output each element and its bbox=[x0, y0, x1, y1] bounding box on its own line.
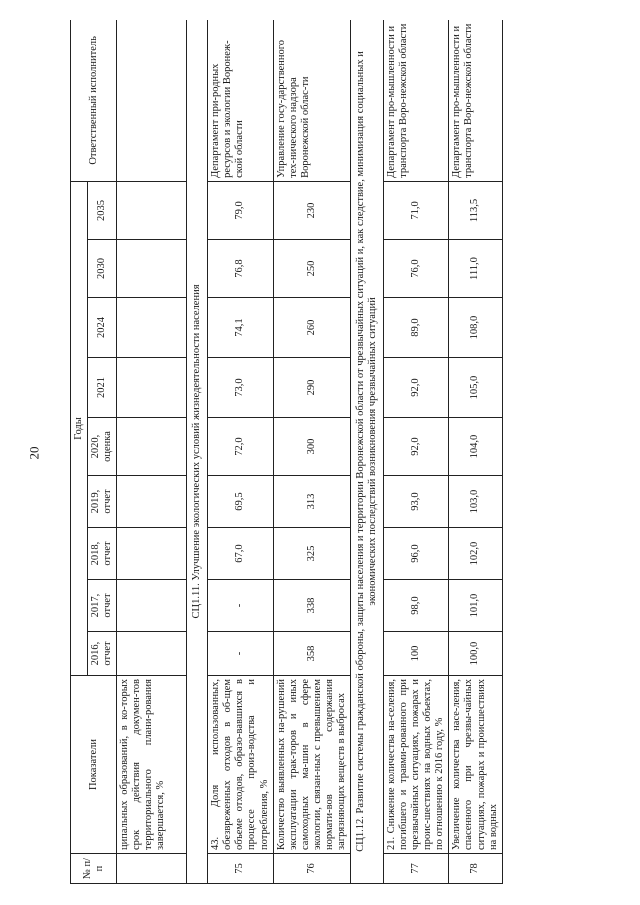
value-cell: 230 bbox=[273, 181, 350, 239]
value-cell: 102,0 bbox=[449, 528, 502, 580]
responsible-text: Департамент про-мышленности и транспорта Воро-нежской области bbox=[384, 20, 449, 181]
year-header: 2030 bbox=[88, 240, 117, 298]
value-cell: 325 bbox=[273, 528, 350, 580]
value-cell: 67,0 bbox=[208, 528, 273, 580]
year-header: 2017, отчет bbox=[88, 580, 117, 632]
section-row bbox=[350, 20, 383, 884]
table-row bbox=[273, 20, 350, 884]
value-cell: 313 bbox=[273, 476, 350, 528]
header-indicators: Показатели bbox=[71, 676, 117, 854]
indicator-text: ципальных образований, в ко-торых срок действия докумен-тов территориального плани-рования завершается, % bbox=[117, 676, 187, 854]
value-cell: 69,5 bbox=[208, 476, 273, 528]
value-cell: 92,0 bbox=[384, 418, 449, 476]
page-number: 20 bbox=[26, 446, 41, 459]
value-cell: 96,0 bbox=[384, 528, 449, 580]
indicator-text: 43. Доля использованных, обезвреженных отходов в об-щем объеме отходов, образо-вавшихся в процессе произ-водства и потребления, % bbox=[208, 676, 273, 854]
value-cell: 73,0 bbox=[208, 358, 273, 418]
section-title: СЦ1.11. Улучшение экологических условий жизнедеятельности населения bbox=[187, 20, 208, 884]
row-number: 77 bbox=[384, 854, 449, 884]
value-cell: 113,5 bbox=[449, 181, 502, 239]
value-cell: 290 bbox=[273, 358, 350, 418]
value-cell: 79,0 bbox=[208, 181, 273, 239]
indicator-text: Количество выявленных на-рушений эксплуатации трак-торов и иных самоходных ма-шин в сфере экологии, связан-ных с превышением нормати-вов содержания загрязняющих веществ в выбросах bbox=[273, 676, 350, 854]
header-num: № п/п bbox=[71, 854, 117, 884]
row-number: 75 bbox=[208, 854, 273, 884]
value-cell: 103,0 bbox=[449, 476, 502, 528]
value-cell: 358 bbox=[273, 632, 350, 676]
value-cell: 100,0 bbox=[449, 632, 502, 676]
value-cell: 300 bbox=[273, 418, 350, 476]
value-cell: 104,0 bbox=[449, 418, 502, 476]
section-title: СЦ1.12. Развитие системы гражданской обороны, защиты населения и территории Воронежской области от чрезвычайных ситуаций и, как следствие, минимизация социальных и экономических последствий возникновения чрезвычайных ситуаций bbox=[350, 20, 383, 884]
indicator-text: 21. Снижение количества на-селения, погибшего и травми-рованного при чрезвычайных ситуациях, пожарах и проис-шествиях на водных объектах, по отношению к 2016 году, % bbox=[384, 676, 449, 854]
row-number: 76 bbox=[273, 854, 350, 884]
responsible-text: Управление госу-дарственного тех-нического надзора Воронежской облас-ти bbox=[273, 20, 350, 181]
year-header: 2018, отчет bbox=[88, 528, 117, 580]
year-header: 2024 bbox=[88, 298, 117, 358]
value-cell: 108,0 bbox=[449, 298, 502, 358]
year-header: 2021 bbox=[88, 358, 117, 418]
rotated-page bbox=[70, 20, 636, 884]
row-number: 78 bbox=[449, 854, 502, 884]
value-cell: 111,0 bbox=[449, 240, 502, 298]
value-cell: 92,0 bbox=[384, 358, 449, 418]
value-cell: 105,0 bbox=[449, 358, 502, 418]
header-responsible: Ответственный исполнитель bbox=[71, 20, 117, 181]
responsible-text: Департамент про-мышленности и транспорта Воро-нежской области bbox=[449, 20, 502, 181]
value-cell: 101,0 bbox=[449, 580, 502, 632]
table-row bbox=[384, 20, 449, 884]
value-cell: - bbox=[208, 632, 273, 676]
value-cell: 72,0 bbox=[208, 418, 273, 476]
header-years: Годы bbox=[71, 181, 88, 675]
value-cell: 93,0 bbox=[384, 476, 449, 528]
year-header: 2020, оценка bbox=[88, 418, 117, 476]
table-row bbox=[449, 20, 502, 884]
section-row bbox=[187, 20, 208, 884]
indicator-text: Увеличение количества насе-ления, спасенного при чрезвы-чайных ситуациях, пожарах и происшествиях на водных bbox=[449, 676, 502, 854]
page-number-wrap bbox=[24, 0, 44, 905]
value-cell: 71,0 bbox=[384, 181, 449, 239]
value-cell: 74,1 bbox=[208, 298, 273, 358]
year-header: 2016, отчет bbox=[88, 632, 117, 676]
value-cell: 100 bbox=[384, 632, 449, 676]
table-row-continuation bbox=[117, 20, 187, 884]
value-cell: 250 bbox=[273, 240, 350, 298]
table-stage bbox=[70, 20, 636, 884]
table-row bbox=[208, 20, 273, 884]
value-cell: - bbox=[208, 580, 273, 632]
value-cell: 338 bbox=[273, 580, 350, 632]
year-header: 2035 bbox=[88, 181, 117, 239]
value-cell: 76,0 bbox=[384, 240, 449, 298]
year-header: 2019, отчет bbox=[88, 476, 117, 528]
indicators-table bbox=[70, 20, 503, 884]
value-cell: 89,0 bbox=[384, 298, 449, 358]
value-cell: 76,8 bbox=[208, 240, 273, 298]
value-cell: 98,0 bbox=[384, 580, 449, 632]
value-cell: 260 bbox=[273, 298, 350, 358]
responsible-text: Департамент при-родных ресурсов и экологии Воронеж-ской области bbox=[208, 20, 273, 181]
